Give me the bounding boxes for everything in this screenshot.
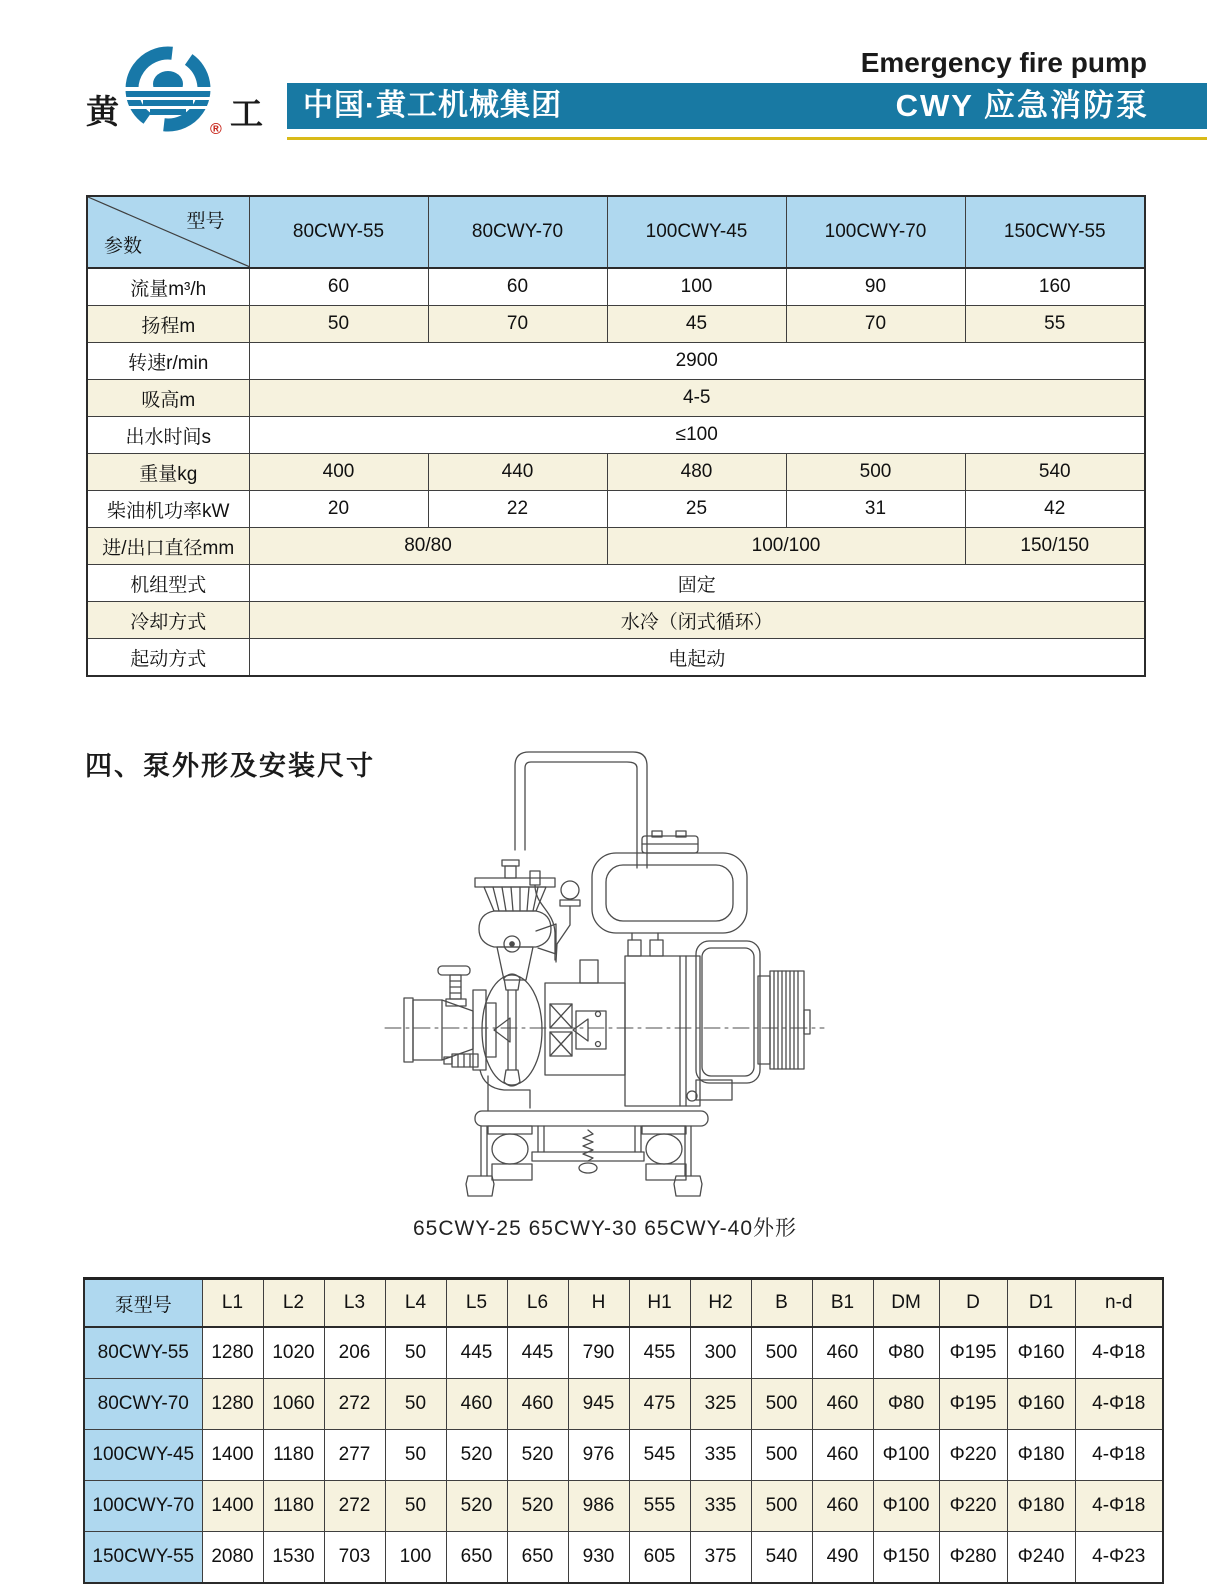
header-cell: L2 [263, 1279, 324, 1328]
cell: 22 [428, 491, 607, 528]
row-label: 冷却方式 [87, 602, 249, 639]
cell: 500 [751, 1430, 812, 1481]
cell: 325 [690, 1379, 751, 1430]
cell: 4-Φ18 [1075, 1430, 1163, 1481]
cell: 500 [751, 1481, 812, 1532]
gold-divider [287, 137, 1207, 140]
corner-label-model: 型号 [186, 211, 225, 232]
cell: 520 [446, 1430, 507, 1481]
header-cell: H [568, 1279, 629, 1328]
logo-char-left: 黄 [86, 93, 119, 130]
handle [515, 752, 647, 960]
header-cell: D [939, 1279, 1007, 1328]
span-cell: 固定 [249, 565, 1145, 602]
cell: Φ80 [873, 1379, 939, 1430]
model-cell: 80CWY-55 [84, 1327, 202, 1379]
cell: 500 [751, 1379, 812, 1430]
cell: 1400 [202, 1430, 263, 1481]
cell: 50 [385, 1430, 446, 1481]
cell: 60 [249, 268, 428, 306]
cell: 445 [446, 1327, 507, 1379]
cell: Φ160 [1007, 1327, 1075, 1379]
corner-cell [87, 196, 249, 268]
dim-row [84, 1379, 1163, 1430]
cell: 480 [607, 454, 786, 491]
header-cell: L3 [324, 1279, 385, 1328]
gearbox [545, 960, 625, 1075]
cell: 55 [965, 306, 1145, 343]
header-cell: B [751, 1279, 812, 1328]
dim-row [84, 1430, 1163, 1481]
header-cell: DM [873, 1279, 939, 1328]
row-label: 出水时间s [87, 417, 249, 454]
span-cell: 水冷（闭式循环） [249, 602, 1145, 639]
cell: 20 [249, 491, 428, 528]
cell: 272 [324, 1481, 385, 1532]
cell: 540 [751, 1532, 812, 1584]
cell: 1020 [263, 1327, 324, 1379]
dim-row [84, 1481, 1163, 1532]
cell: 100 [385, 1532, 446, 1584]
cell: 555 [629, 1481, 690, 1532]
dim-row [84, 1327, 1163, 1379]
header-cell: n-d [1075, 1279, 1163, 1328]
cell: Φ220 [939, 1430, 1007, 1481]
row-label: 进/出口直径mm [87, 528, 249, 565]
cell: 1180 [263, 1481, 324, 1532]
model-header: 100CWY-70 [786, 196, 965, 268]
spec-row-starting [87, 639, 1145, 677]
pump-casing [480, 974, 542, 1111]
cell: 300 [690, 1327, 751, 1379]
cell: 460 [812, 1327, 873, 1379]
cell: 445 [507, 1327, 568, 1379]
cell: 1280 [202, 1379, 263, 1430]
cell: 976 [568, 1430, 629, 1481]
spec-row-suction [87, 380, 1145, 417]
model-cell: 100CWY-70 [84, 1481, 202, 1532]
cell: Φ100 [873, 1481, 939, 1532]
page-title-chinese: CWY 应急消防泵 [895, 88, 1149, 123]
cell: 50 [385, 1327, 446, 1379]
spec-row-watertime [87, 417, 1145, 454]
cell: 400 [249, 454, 428, 491]
row-label: 扬程m [87, 306, 249, 343]
cell: 703 [324, 1532, 385, 1584]
cell: 945 [568, 1379, 629, 1430]
cell: 520 [446, 1481, 507, 1532]
cell: 460 [812, 1430, 873, 1481]
dim-row [84, 1532, 1163, 1584]
spec-row-head [87, 306, 1145, 343]
spec-row-cooling [87, 602, 1145, 639]
cell: Φ195 [939, 1379, 1007, 1430]
cell: 650 [507, 1532, 568, 1584]
cell: 100 [607, 268, 786, 306]
cell: 1060 [263, 1379, 324, 1430]
cell: 490 [812, 1532, 873, 1584]
spec-row-weight [87, 454, 1145, 491]
cell: 790 [568, 1327, 629, 1379]
cell: 545 [629, 1430, 690, 1481]
ball-lever [556, 881, 580, 962]
cell: 335 [690, 1430, 751, 1481]
dimension-table [83, 1277, 1164, 1584]
cell: 1530 [263, 1532, 324, 1584]
cell: 650 [446, 1532, 507, 1584]
model-cell: 100CWY-45 [84, 1430, 202, 1481]
cell: 1280 [202, 1327, 263, 1379]
model-cell: 80CWY-70 [84, 1379, 202, 1430]
cell: 460 [446, 1379, 507, 1430]
row-label: 柴油机功率kW [87, 491, 249, 528]
page-title-english: Emergency fire pump [860, 47, 1147, 78]
cell: Φ160 [1007, 1379, 1075, 1430]
company-name: 中国·黄工机械集团 [303, 89, 562, 122]
row-label: 机组型式 [87, 565, 249, 602]
span-cell: 2900 [249, 343, 1145, 380]
corner-label-param: 参数 [104, 236, 143, 257]
model-header: 80CWY-55 [249, 196, 428, 268]
cell: 45 [607, 306, 786, 343]
cell: 440 [428, 454, 607, 491]
cell: 986 [568, 1481, 629, 1532]
company-banner [287, 83, 1207, 129]
header-cell: L4 [385, 1279, 446, 1328]
span-cell: ≤100 [249, 417, 1145, 454]
spec-row-unittype [87, 565, 1145, 602]
cell: 206 [324, 1327, 385, 1379]
cell: 520 [507, 1481, 568, 1532]
cell: 605 [629, 1532, 690, 1584]
cell: 160 [965, 268, 1145, 306]
cell: 50 [385, 1481, 446, 1532]
cell: 42 [965, 491, 1145, 528]
cell: 500 [786, 454, 965, 491]
pump-outline-drawing [380, 728, 830, 1208]
registered-trademark: ® [210, 121, 222, 138]
cell: 930 [568, 1532, 629, 1584]
span-cell: 80/80 [249, 528, 607, 565]
span-cell: 150/150 [965, 528, 1145, 565]
cell: 375 [690, 1532, 751, 1584]
cell: 25 [607, 491, 786, 528]
cell: 455 [629, 1327, 690, 1379]
cell: Φ280 [939, 1532, 1007, 1584]
base-frame [466, 1111, 708, 1196]
suction-pipe [404, 990, 486, 1070]
model-cell: 150CWY-55 [84, 1532, 202, 1584]
span-cell: 电起动 [249, 639, 1145, 677]
cell: 70 [428, 306, 607, 343]
header-cell: H2 [690, 1279, 751, 1328]
cell: 460 [812, 1481, 873, 1532]
section-title: 四、泵外形及安装尺寸 [85, 751, 375, 781]
cell: 31 [786, 491, 965, 528]
cell: Φ220 [939, 1481, 1007, 1532]
cell: Φ180 [1007, 1430, 1075, 1481]
header-cell: D1 [1007, 1279, 1075, 1328]
header-cell: L6 [507, 1279, 568, 1328]
cell: Φ240 [1007, 1532, 1075, 1584]
cell: 277 [324, 1430, 385, 1481]
cell: 70 [786, 306, 965, 343]
spec-header-row [87, 196, 1145, 268]
cell: 2080 [202, 1532, 263, 1584]
cell: 4-Φ18 [1075, 1481, 1163, 1532]
spec-row-flow [87, 268, 1145, 306]
model-header: 150CWY-55 [965, 196, 1145, 268]
spec-row-power [87, 491, 1145, 528]
cell: Φ80 [873, 1327, 939, 1379]
header-cell: B1 [812, 1279, 873, 1328]
header-cell: L1 [202, 1279, 263, 1328]
figure-caption: 65CWY-25 65CWY-30 65CWY-40外形 [413, 1217, 797, 1240]
span-cell: 4-5 [249, 380, 1145, 417]
cell: 4-Φ18 [1075, 1379, 1163, 1430]
model-header: 100CWY-45 [607, 196, 786, 268]
cell: 90 [786, 268, 965, 306]
header-cell: L5 [446, 1279, 507, 1328]
cell: 272 [324, 1379, 385, 1430]
cell: 520 [507, 1430, 568, 1481]
engine [625, 933, 760, 1106]
cell: Φ150 [873, 1532, 939, 1584]
row-label: 转速r/min [87, 343, 249, 380]
model-header: 80CWY-70 [428, 196, 607, 268]
cell: 50 [385, 1379, 446, 1430]
row-label: 吸高m [87, 380, 249, 417]
span-cell: 100/100 [607, 528, 965, 565]
cell: 1180 [263, 1430, 324, 1481]
header-cell: 泵型号 [84, 1279, 202, 1328]
cell: 460 [812, 1379, 873, 1430]
cell: 540 [965, 454, 1145, 491]
row-label: 起动方式 [87, 639, 249, 677]
cell: Φ180 [1007, 1481, 1075, 1532]
cell: 335 [690, 1481, 751, 1532]
cell: 500 [751, 1327, 812, 1379]
dim-header-row [84, 1279, 1163, 1328]
header-cell: H1 [629, 1279, 690, 1328]
spec-row-diameter [87, 528, 1145, 565]
spec-table [86, 195, 1146, 677]
cell: 4-Φ18 [1075, 1327, 1163, 1379]
cell: 4-Φ23 [1075, 1532, 1163, 1584]
pulley [758, 971, 810, 1069]
row-label: 流量m³/h [87, 268, 249, 306]
spec-row-speed [87, 343, 1145, 380]
cell: 475 [629, 1379, 690, 1430]
cell: 60 [428, 268, 607, 306]
logo-char-right: 工 [230, 95, 263, 132]
cell: 50 [249, 306, 428, 343]
cell: 460 [507, 1379, 568, 1430]
priming-chamber [475, 860, 556, 980]
cell: 1400 [202, 1481, 263, 1532]
row-label: 重量kg [87, 454, 249, 491]
cell: Φ195 [939, 1327, 1007, 1379]
fuel-tank [592, 831, 747, 933]
cell: Φ100 [873, 1430, 939, 1481]
